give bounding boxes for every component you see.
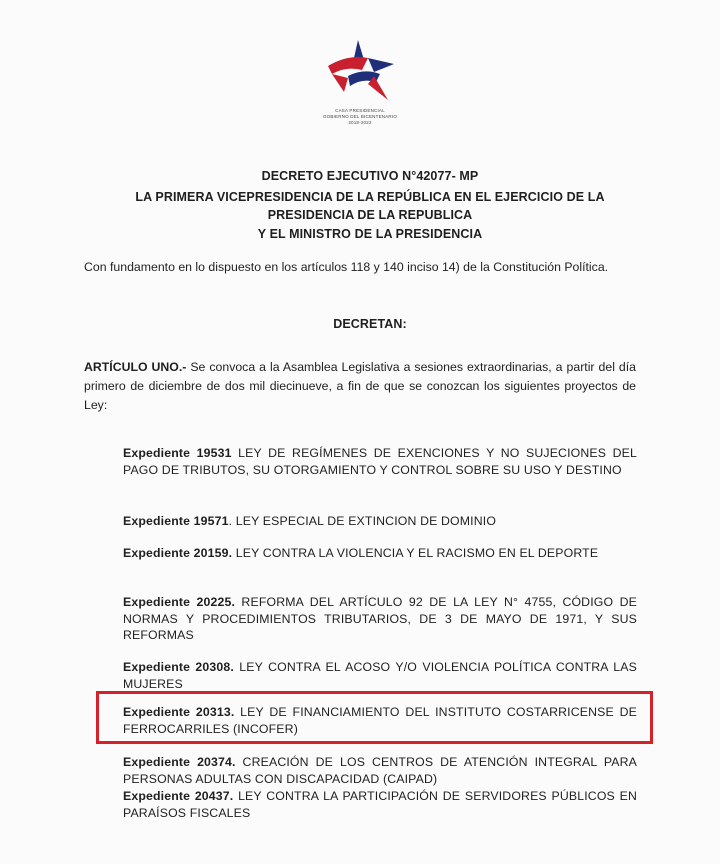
expediente-text: LEY CONTRA LA VIOLENCIA Y EL RACISMO EN EL DEPORTE — [232, 546, 599, 560]
expediente-label: Expediente 20374. — [123, 755, 236, 769]
expediente-item — [123, 788, 637, 821]
article-text: Se convoca a la Asamblea Legislativa a sesiones extraordinarias, a partir del día primero de diciembre de dos mil diecinueve, a fin de que se conozcan los siguientes proyectos de Ley: — [84, 360, 636, 412]
issuer-line-1: LA PRIMERA VICEPRESIDENCIA DE LA REPÚBLICA EN EL EJERCICIO DE LA — [135, 190, 605, 204]
expediente-label: Expediente 20313. — [123, 705, 235, 719]
casa-presidencial-logo — [318, 36, 402, 130]
expediente-label: Expediente 20308. — [123, 660, 234, 674]
expediente-text: . LEY ESPECIAL DE EXTINCION DE DOMINIO — [228, 514, 497, 528]
expediente-item — [123, 445, 637, 478]
expediente-label: Expediente 20159. — [123, 546, 233, 560]
logo-line-3: 2018-2022 — [348, 120, 372, 125]
expediente-item — [123, 659, 637, 692]
expediente-label: Expediente 20437. — [123, 789, 234, 803]
expediente-label: Expediente 19571 — [123, 514, 229, 528]
expediente-item — [123, 754, 637, 787]
expediente-text: LEY DE FINANCIAMIENTO DEL INSTITUTO COSTARRICENSE DE FERROCARRILES (INCOFER) — [123, 705, 637, 736]
decree-number: DECRETO EJECUTIVO N°42077- MP — [261, 169, 479, 183]
logo-line-2: GOBIERNO DEL BICENTENARIO — [322, 114, 398, 119]
expediente-text: LEY CONTRA LA PARTICIPACIÓN DE SERVIDORES PÚBLICOS EN PARAÍSOS FISCALES — [123, 789, 637, 820]
foundation-paragraph: Con fundamento en lo dispuesto en los artículos 118 y 140 inciso 14) de la Constitución Política. — [84, 260, 609, 274]
expediente-item — [123, 545, 637, 562]
expediente-item — [123, 513, 637, 530]
issuer-line-2: PRESIDENCIA DE LA REPUBLICA — [267, 208, 473, 222]
article-label: ARTÍCULO UNO.- — [84, 360, 187, 374]
expediente-text: CREACIÓN DE LOS CENTROS DE ATENCIÓN INTEGRAL PARA PERSONAS ADULTAS CON DISCAPACIDAD (CAIPAD) — [123, 755, 637, 786]
expediente-text: LEY CONTRA EL ACOSO Y/O VIOLENCIA POLÍTICA CONTRA LAS MUJERES — [123, 660, 637, 691]
decretan-heading: DECRETAN: — [333, 317, 407, 331]
logo-line-1: CASA PRESIDENCIAL — [335, 108, 385, 113]
expediente-label: Expediente 20225. — [123, 595, 236, 609]
issuer-line-3: Y EL MINISTRO DE LA PRESIDENCIA — [257, 227, 483, 241]
expediente-item — [123, 594, 637, 644]
star-emblem-icon — [318, 36, 402, 106]
expediente-text: REFORMA DEL ARTÍCULO 92 DE LA LEY N° 4755, CÓDIGO DE NORMAS Y PROCEDIMIENTOS TRIBUTARIOS, DE 3 DE MAYO DE 1971, Y SUS REFORMAS — [123, 595, 637, 642]
expediente-text: LEY DE REGÍMENES DE EXENCIONES Y NO SUJECIONES DEL PAGO DE TRIBUTOS, SU OTORGAMIENTO Y CONTROL SOBRE SU USO Y DESTINO — [123, 446, 637, 477]
article-uno-paragraph — [84, 358, 636, 415]
expediente-label: Expediente 19531 — [123, 446, 232, 460]
expediente-item-highlighted — [123, 704, 637, 737]
